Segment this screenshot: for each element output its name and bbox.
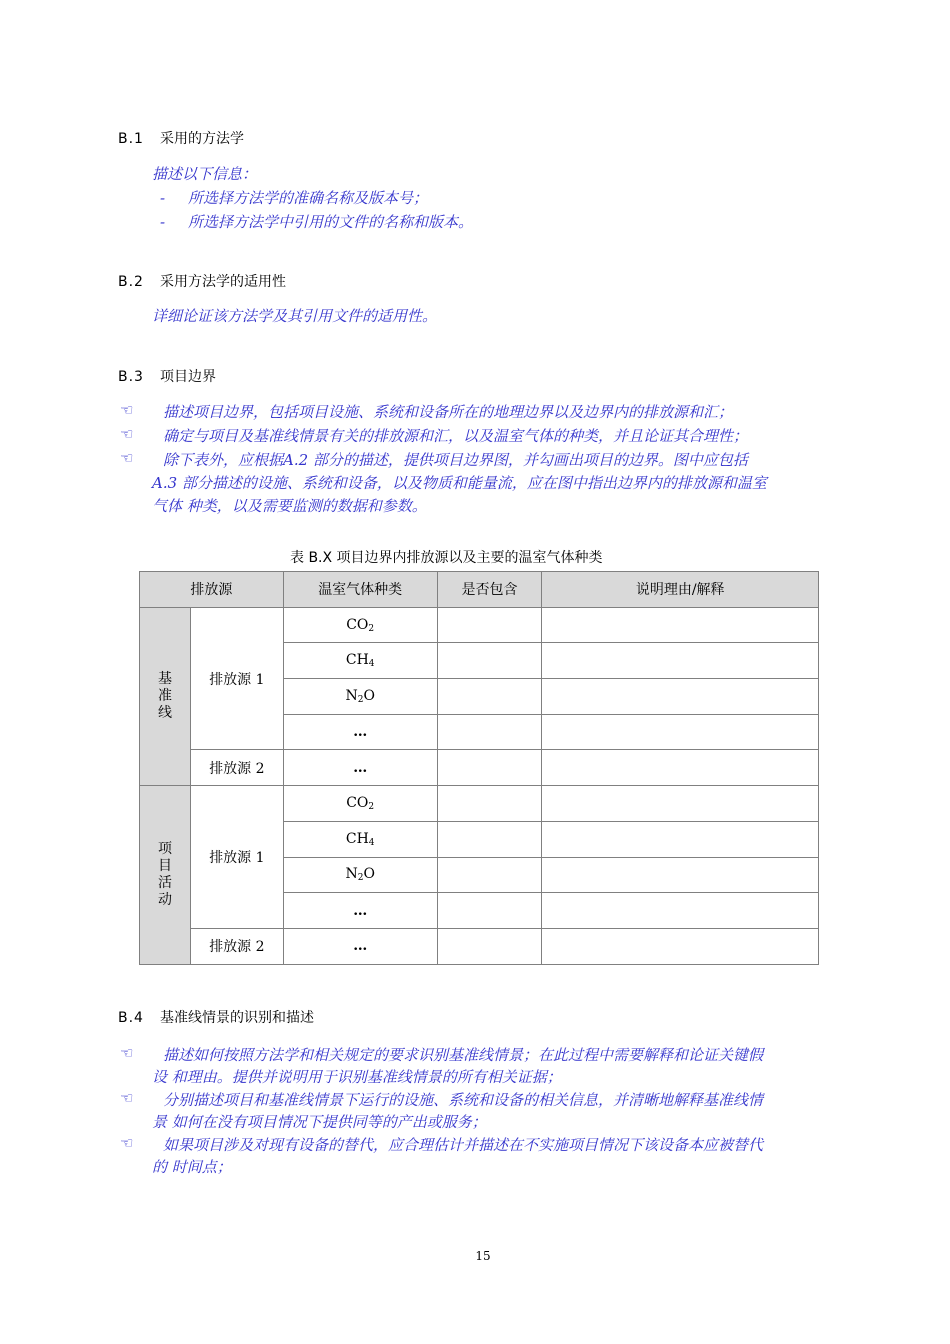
list-item-text: 所选择方法学中引用的文件的名称和版本。 [188, 213, 474, 231]
pointing-hand-icon: ☜ [120, 425, 134, 443]
include-cell[interactable] [437, 750, 542, 786]
section-title: 采用方法学的适用性 [160, 274, 286, 290]
b1-intro: 描述以下信息： [152, 165, 258, 183]
gas-cell: $N_2O$ [283, 857, 437, 893]
table-caption: 表 B.X 项目边界内排放源以及主要的温室气体种类 [290, 550, 603, 566]
section-title: 基准线情景的识别和描述 [160, 1010, 314, 1026]
list-item [160, 187, 428, 208]
gas-cell: $CO_2$ [283, 607, 437, 643]
gas-cell: … [283, 928, 437, 964]
b4-bullet-line: 分别描述项目和基准线情景下运行的设施、系统和设备的相关信息，并清晰地解释基准线情 [163, 1091, 764, 1109]
list-item-text: 所选择方法学的准确名称及版本号； [188, 189, 429, 207]
pointing-hand-icon: ☜ [120, 1089, 134, 1107]
reason-cell[interactable] [542, 643, 819, 679]
list-marker: - [160, 189, 166, 207]
list-item [160, 211, 473, 232]
reason-cell[interactable] [542, 857, 819, 893]
b4-bullet-line: 设 和理由。提供并说明用于识别基准线情景的所有相关证据； [152, 1068, 562, 1086]
include-cell[interactable] [437, 821, 542, 857]
pointing-hand-icon: ☜ [120, 449, 134, 467]
include-cell[interactable] [437, 714, 542, 750]
page-number: 15 [475, 1249, 491, 1263]
group-label-project: 项 目 活 动 [140, 786, 191, 964]
include-cell[interactable] [437, 857, 542, 893]
list-marker: - [160, 213, 166, 231]
section-title: 采用的方法学 [160, 131, 244, 147]
reason-cell[interactable] [542, 679, 819, 715]
b2-text: 详细论证该方法学及其引用文件的适用性。 [152, 307, 438, 325]
pointing-hand-icon: ☜ [120, 1134, 134, 1152]
gas-cell: $CO_2$ [283, 786, 437, 822]
include-cell[interactable] [437, 786, 542, 822]
section-b4-heading [118, 1007, 314, 1027]
section-number: B.1 [118, 131, 144, 147]
gas-cell: … [283, 750, 437, 786]
header-cell: 说明理由/解释 [542, 572, 819, 608]
section-b3-heading [118, 366, 216, 386]
section-b2-heading [118, 271, 286, 291]
b4-bullet-line: 如果项目涉及对现有设备的替代，应合理估计并描述在不实施项目情况下该设备本应被替代 [163, 1136, 764, 1154]
b3-bullet-line: 描述项目边界，包括项目设施、系统和设备所在的地理边界以及边界内的排放源和汇； [163, 403, 734, 421]
b3-bullet-line: 气体 种类，以及需要监测的数据和参数。 [152, 497, 427, 515]
gas-cell: $CH_4$ [283, 643, 437, 679]
reason-cell[interactable] [542, 928, 819, 964]
gas-cell: $CH_4$ [283, 821, 437, 857]
group-label-baseline: 基 准 线 [140, 607, 191, 785]
b4-bullet-line: 景 如何在没有项目情况下提供同等的产出或服务； [152, 1113, 487, 1131]
reason-cell[interactable] [542, 750, 819, 786]
reason-cell[interactable] [542, 607, 819, 643]
include-cell[interactable] [437, 679, 542, 715]
source-name: 排放源 2 [190, 750, 283, 786]
include-cell[interactable] [437, 928, 542, 964]
pointing-hand-icon: ☜ [120, 401, 134, 419]
b4-bullet-line: 的 时间点； [152, 1158, 232, 1176]
gas-cell: … [283, 893, 437, 929]
include-cell[interactable] [437, 643, 542, 679]
reason-cell[interactable] [542, 893, 819, 929]
b3-bullet-line: 除下表外，应根据A.2 部分的描述，提供项目边界图，并勾画出项目的边界。图中应包括 [163, 451, 748, 469]
b3-bullet-line: A.3 部分描述的设施、系统和设备，以及物质和能量流，应在图中指出边界内的排放源和温室 [152, 474, 767, 492]
header-cell: 温室气体种类 [283, 572, 437, 608]
include-cell[interactable] [437, 607, 542, 643]
section-b1-heading [118, 128, 244, 148]
header-cell: 排放源 [140, 572, 284, 608]
section-number: B.4 [118, 1010, 144, 1026]
b4-bullet-line: 描述如何按照方法学和相关规定的要求识别基准线情景；在此过程中需要解释和论证关键假 [163, 1046, 764, 1064]
emission-sources-table [139, 571, 819, 965]
gas-cell: … [283, 714, 437, 750]
section-number: B.3 [118, 369, 144, 385]
header-cell: 是否包含 [437, 572, 542, 608]
section-number: B.2 [118, 274, 144, 290]
source-name: 排放源 1 [190, 786, 283, 929]
b3-bullet-line: 确定与项目及基准线情景有关的排放源和汇，以及温室气体的种类，并且论证其合理性； [163, 427, 749, 445]
reason-cell[interactable] [542, 786, 819, 822]
pointing-hand-icon: ☜ [120, 1044, 134, 1062]
section-title: 项目边界 [160, 369, 216, 385]
source-name: 排放源 2 [190, 928, 283, 964]
reason-cell[interactable] [542, 714, 819, 750]
source-name: 排放源 1 [190, 607, 283, 750]
reason-cell[interactable] [542, 821, 819, 857]
include-cell[interactable] [437, 893, 542, 929]
gas-cell: $N_2O$ [283, 679, 437, 715]
